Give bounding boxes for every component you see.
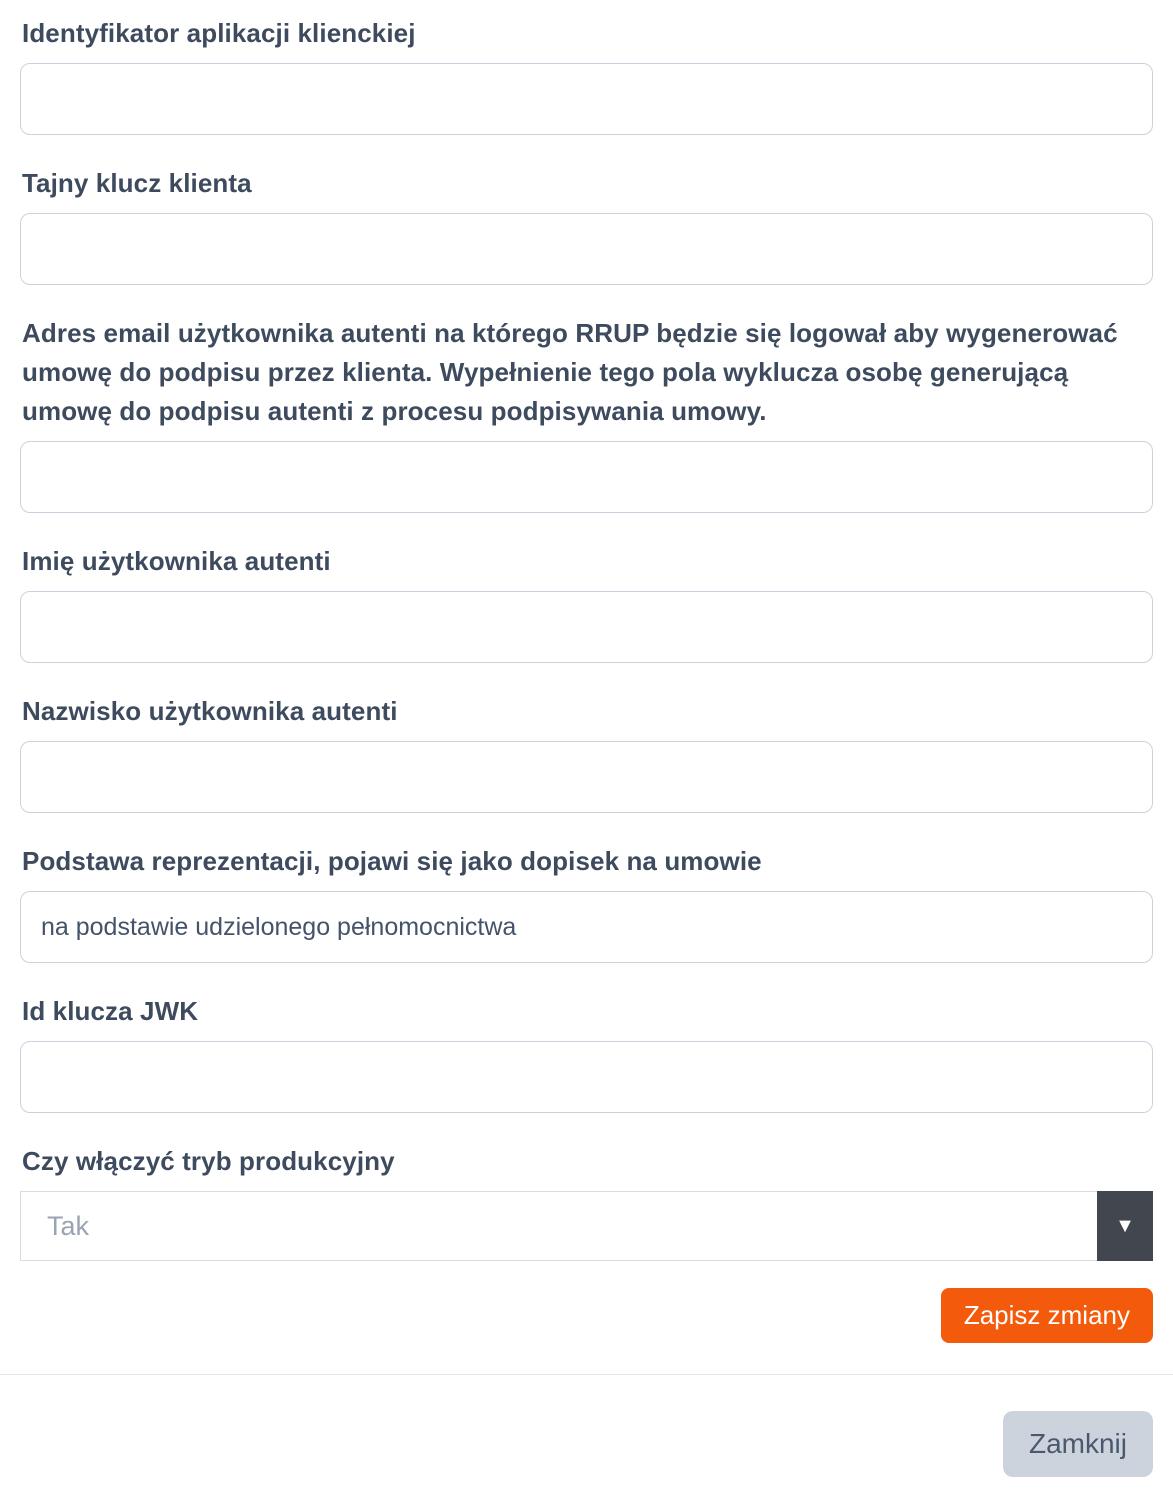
client-app-id-label: Identyfikator aplikacji klienckiej: [22, 18, 416, 48]
production-mode-selected-value[interactable]: Tak: [20, 1191, 1097, 1261]
representation-basis-input[interactable]: [20, 891, 1153, 963]
client-app-id-input[interactable]: [20, 63, 1153, 135]
autenti-first-name-input[interactable]: [20, 591, 1153, 663]
save-row: [20, 1288, 1153, 1374]
autenti-email-label: Adres email użytkownika autenti na którego RRUP będzie się logował aby wygenerować umowę do podpisu przez klienta. Wypełnienie tego pola wyklucza osobę generującą umowę do podpisu autenti z procesu podpisywania umowy.: [22, 318, 1118, 426]
autenti-last-name-input[interactable]: [20, 741, 1153, 813]
form-group-jwk-key-id: [20, 992, 1153, 1113]
form-group-client-app-id: [20, 14, 1153, 135]
form-group-autenti-email: [20, 314, 1153, 513]
form-group-autenti-first-name: [20, 542, 1153, 663]
form-group-production-mode: [20, 1142, 1153, 1261]
client-secret-input[interactable]: [20, 213, 1153, 285]
client-secret-label: Tajny klucz klienta: [22, 168, 252, 198]
representation-basis-label: Podstawa reprezentacji, pojawi się jako dopisek na umowie: [22, 846, 762, 876]
chevron-down-icon[interactable]: ▼: [1097, 1191, 1153, 1261]
jwk-key-id-label: Id klucza JWK: [22, 996, 199, 1026]
autenti-first-name-label: Imię użytkownika autenti: [22, 546, 331, 576]
jwk-key-id-input[interactable]: [20, 1041, 1153, 1113]
form-group-representation-basis: [20, 842, 1153, 963]
production-mode-select[interactable]: [20, 1191, 1153, 1261]
autenti-email-input[interactable]: [20, 441, 1153, 513]
form-group-client-secret: [20, 164, 1153, 285]
save-button[interactable]: Zapisz zmiany: [941, 1288, 1153, 1343]
autenti-last-name-label: Nazwisko użytkownika autenti: [22, 696, 398, 726]
production-mode-label: Czy włączyć tryb produkcyjny: [22, 1146, 395, 1176]
form-group-autenti-last-name: [20, 692, 1153, 813]
close-button[interactable]: Zamknij: [1003, 1411, 1153, 1477]
modal-footer: [0, 1374, 1173, 1493]
